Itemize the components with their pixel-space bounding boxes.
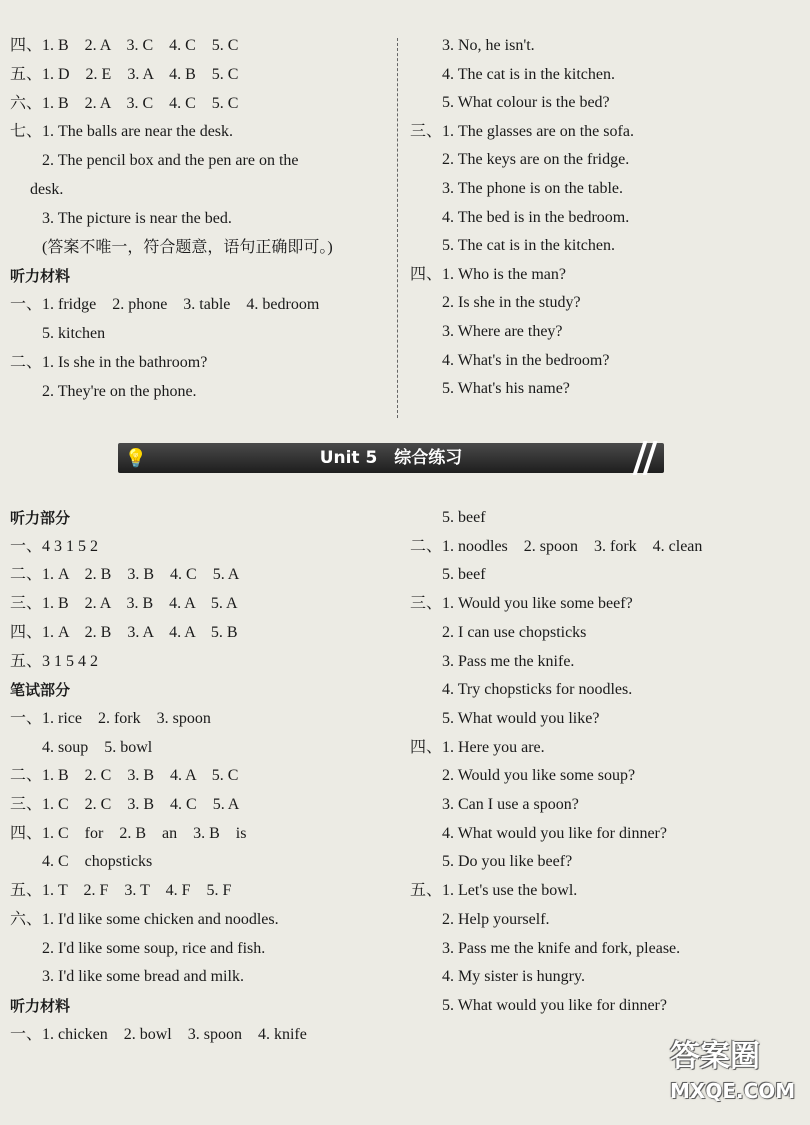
answer-line: 五、1. Let's use the bowl. (410, 882, 578, 900)
answer-line: 4. The cat is in the kitchen. (442, 65, 615, 83)
answer-line: 3. Pass me the knife. (442, 652, 575, 670)
answer-line: 4. What's in the bedroom? (442, 351, 610, 369)
answer-line: 四、1. Who is the man? (410, 265, 566, 283)
answer-line: 2. Help yourself. (442, 910, 550, 928)
answer-line: 5. beef (442, 509, 486, 526)
answer-line: 五、1. T 2. F 3. T 4. F 5. F (10, 882, 232, 900)
answer-line: 二、1. Is she in the bathroom? (10, 353, 208, 371)
section-heading: 听力材料 (10, 267, 71, 286)
answer-line: 4. What would you like for dinner? (442, 824, 667, 842)
answer-line: 5. What would you like for dinner? (442, 996, 667, 1014)
section-heading: 听力材料 (10, 996, 71, 1015)
unit-header-bar (118, 443, 664, 473)
answer-line: 2. I'd like some soup, rice and fish. (42, 939, 266, 957)
answer-line: 四、1. Here you are. (410, 738, 545, 756)
right-column-bottom (410, 508, 800, 1028)
answer-line: (答案不唯一，符合题意，语句正确即可。) (42, 238, 333, 256)
answer-line: 六、1. B 2. A 3. C 4. C 5. C (10, 94, 239, 112)
answer-line: 五、3 1 5 4 2 (10, 652, 99, 670)
answer-line: 3. Pass me the knife and fork, please. (442, 939, 681, 957)
left-column-bottom (10, 508, 390, 1068)
answer-line: 三、1. The glasses are on the sofa. (410, 122, 634, 140)
answer-line: 2. The keys are on the fridge. (442, 151, 630, 169)
answer-line: 3. No, he isn't. (442, 37, 535, 54)
answer-line: 5. kitchen (42, 325, 106, 342)
answer-line: 5. beef (442, 566, 486, 584)
answer-line: 3. Can I use a spoon? (442, 796, 579, 813)
answer-line: 二、1. B 2. C 3. B 4. A 5. C (10, 767, 239, 785)
watermark-cn: 答案圈 (670, 1039, 760, 1074)
answer-line: 4. C chopsticks (42, 853, 153, 871)
right-column-top (410, 36, 800, 416)
answer-line: 4. My sister is hungry. (442, 968, 585, 986)
watermark-logo (670, 1037, 796, 1115)
answer-line: 五、1. D 2. E 3. A 4. B 5. C (10, 65, 239, 83)
answer-line: 3. Where are they? (442, 323, 563, 340)
answer-line: 5. What colour is the bed? (442, 94, 610, 112)
answer-line: 5. Do you like beef? (442, 853, 573, 871)
answer-line: 四、1. B 2. A 3. C 4. C 5. C (10, 37, 239, 54)
answer-line: 3. I'd like some bread and milk. (42, 968, 244, 986)
answer-line: 一、1. chicken 2. bowl 3. spoon 4. knife (10, 1025, 307, 1043)
answer-line: 七、1. The balls are near the desk. (10, 123, 234, 141)
answer-line: 四、1. A 2. B 3. A 4. A 5. B (10, 623, 238, 641)
answer-line: 一、4 3 1 5 2 (10, 537, 99, 555)
unit-title: Unit 5 综合练习 (319, 448, 463, 468)
answer-line: 5. What's his name? (442, 380, 570, 398)
lightbulb-icon: 💡 (124, 448, 148, 468)
answer-line: 一、1. rice 2. fork 3. spoon (10, 709, 211, 727)
answer-line: 4. Try chopsticks for noodles. (442, 681, 633, 699)
left-column-top (10, 36, 390, 416)
answer-line: 4. The bed is in the bedroom. (442, 208, 630, 226)
answer-line: 2. I can use chopsticks (442, 623, 587, 641)
column-divider (397, 38, 398, 418)
answer-line: 四、1. C for 2. B an 3. B is (10, 824, 247, 842)
answer-line: desk. (30, 181, 64, 198)
answer-line: 3. The picture is near the bed. (42, 209, 232, 227)
answer-line: 5. What would you like? (442, 709, 600, 727)
answer-line: 三、1. C 2. C 3. B 4. C 5. A (10, 796, 240, 813)
answer-line: 六、1. I'd like some chicken and noodles. (10, 910, 279, 928)
answer-line: 4. soup 5. bowl (42, 738, 153, 756)
answer-line: 二、1. noodles 2. spoon 3. fork 4. clean (410, 537, 703, 555)
answer-line: 2. Would you like some soup? (442, 767, 636, 785)
answer-line: 三、1. B 2. A 3. B 4. A 5. A (10, 595, 238, 613)
answer-line: 三、1. Would you like some beef? (410, 595, 633, 613)
answer-line: 2. Is she in the study? (442, 294, 581, 312)
answer-line: 一、1. fridge 2. phone 3. table 4. bedroom (10, 296, 320, 314)
answer-line: 5. The cat is in the kitchen. (442, 237, 615, 255)
answer-line: 2. They're on the phone. (42, 382, 197, 400)
answer-line: 2. The pencil box and the pen are on the (42, 152, 299, 170)
watermark-en: MXQE.COM (670, 1079, 796, 1103)
answer-line: 二、1. A 2. B 3. B 4. C 5. A (10, 566, 240, 584)
section-heading: 笔试部分 (10, 681, 71, 700)
answer-line: 3. The phone is on the table. (442, 180, 623, 197)
section-heading: 听力部分 (10, 509, 71, 527)
